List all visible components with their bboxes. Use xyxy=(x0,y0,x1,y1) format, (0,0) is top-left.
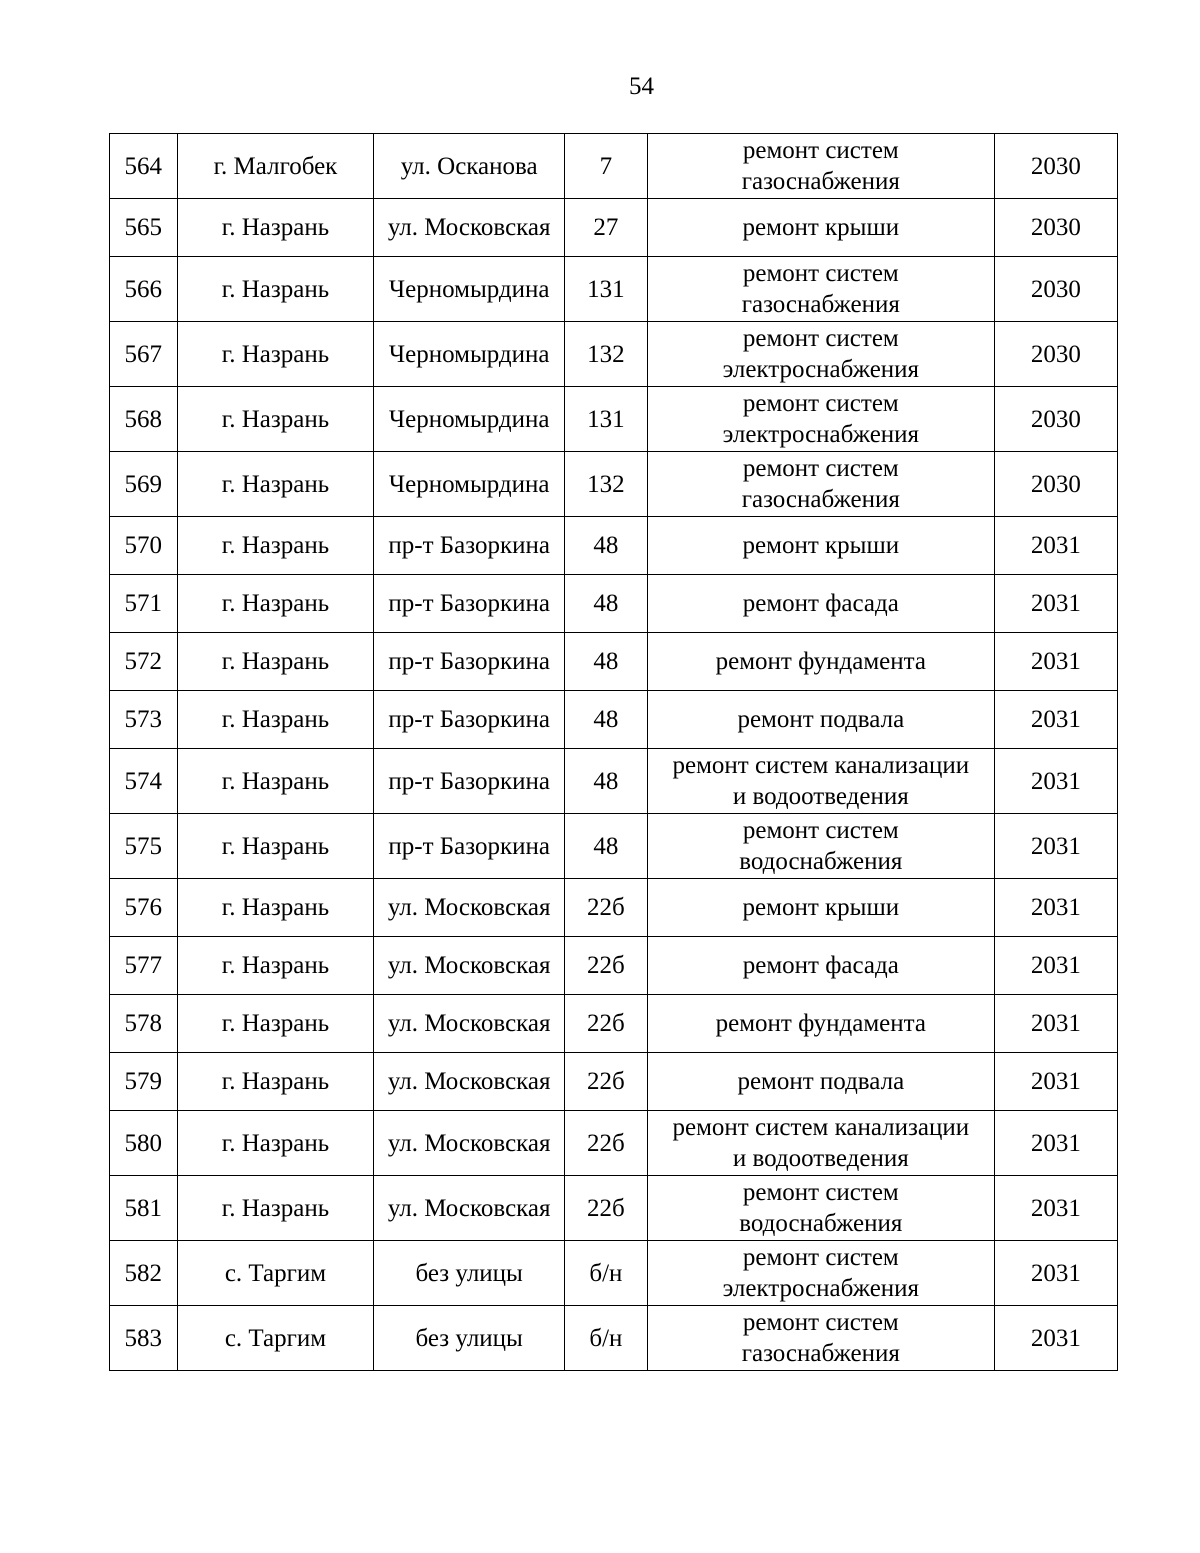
city-cell: г. Назрань xyxy=(177,1111,374,1176)
house-number-cell: 7 xyxy=(565,134,648,199)
street-cell: пр-т Базоркина xyxy=(374,691,565,749)
work-type-cell xyxy=(647,1306,994,1371)
row-number-cell: 565 xyxy=(110,199,178,257)
table-row xyxy=(110,1306,1118,1371)
year-cell: 2031 xyxy=(994,1053,1117,1111)
work-type-line: ремонт фундамента xyxy=(715,1010,926,1037)
year-cell: 2031 xyxy=(994,1176,1117,1241)
table-row xyxy=(110,1111,1118,1176)
house-number-cell: 48 xyxy=(565,814,648,879)
city-cell: г. Назрань xyxy=(177,633,374,691)
work-type-line: газоснабжения xyxy=(741,291,900,318)
work-type-line: электроснабжения xyxy=(722,356,920,383)
table-row xyxy=(110,1053,1118,1111)
work-type-line: ремонт фасада xyxy=(742,590,899,617)
house-number-cell: 132 xyxy=(565,452,648,517)
house-number-cell: 48 xyxy=(565,575,648,633)
row-number-cell: 583 xyxy=(110,1306,178,1371)
work-type-line: ремонт фасада xyxy=(742,952,899,979)
street-cell: Черномырдина xyxy=(374,387,565,452)
city-cell: г. Назрань xyxy=(177,257,374,322)
work-type-line: ремонт систем xyxy=(742,137,899,164)
row-number-cell: 571 xyxy=(110,575,178,633)
row-number-cell: 570 xyxy=(110,517,178,575)
house-number-cell: 22б xyxy=(565,995,648,1053)
city-cell: г. Назрань xyxy=(177,452,374,517)
street-cell: ул. Московская xyxy=(374,879,565,937)
table-row xyxy=(110,134,1118,199)
year-cell: 2030 xyxy=(994,452,1117,517)
city-cell: г. Назрань xyxy=(177,1053,374,1111)
work-type-cell xyxy=(647,814,994,879)
work-type-line: газоснабжения xyxy=(741,486,900,513)
street-cell: ул. Осканова xyxy=(374,134,565,199)
house-number-cell: 131 xyxy=(565,387,648,452)
work-type-line: ремонт систем xyxy=(742,817,899,844)
city-cell: г. Назрань xyxy=(177,387,374,452)
house-number-cell: 48 xyxy=(565,633,648,691)
house-number-cell: 48 xyxy=(565,749,648,814)
work-type-line: ремонт систем xyxy=(742,390,899,417)
city-cell: г. Назрань xyxy=(177,749,374,814)
table-row xyxy=(110,814,1118,879)
house-number-cell: 22б xyxy=(565,1111,648,1176)
house-number-cell: 131 xyxy=(565,257,648,322)
city-cell: г. Назрань xyxy=(177,575,374,633)
year-cell: 2031 xyxy=(994,937,1117,995)
work-type-line: газоснабжения xyxy=(741,1340,900,1367)
table-row xyxy=(110,257,1118,322)
table-row xyxy=(110,322,1118,387)
row-number-cell: 568 xyxy=(110,387,178,452)
city-cell: г. Назрань xyxy=(177,1176,374,1241)
row-number-cell: 580 xyxy=(110,1111,178,1176)
year-cell: 2031 xyxy=(994,517,1117,575)
house-number-cell: б/н xyxy=(565,1241,648,1306)
work-type-cell xyxy=(647,199,994,257)
table-row xyxy=(110,633,1118,691)
table-row xyxy=(110,1176,1118,1241)
year-cell: 2031 xyxy=(994,1111,1117,1176)
row-number-cell: 566 xyxy=(110,257,178,322)
year-cell: 2031 xyxy=(994,1306,1117,1371)
house-number-cell: 48 xyxy=(565,517,648,575)
work-type-cell xyxy=(647,134,994,199)
work-type-line: газоснабжения xyxy=(741,168,900,195)
row-number-cell: 567 xyxy=(110,322,178,387)
table-row xyxy=(110,575,1118,633)
city-cell: г. Назрань xyxy=(177,517,374,575)
work-type-cell xyxy=(647,387,994,452)
work-type-line: ремонт систем xyxy=(742,1244,899,1271)
work-type-cell xyxy=(647,1053,994,1111)
year-cell: 2030 xyxy=(994,257,1117,322)
year-cell: 2030 xyxy=(994,199,1117,257)
row-number-cell: 578 xyxy=(110,995,178,1053)
street-cell: пр-т Базоркина xyxy=(374,814,565,879)
row-number-cell: 579 xyxy=(110,1053,178,1111)
year-cell: 2031 xyxy=(994,575,1117,633)
work-type-line: ремонт крыши xyxy=(742,894,900,921)
work-type-line: ремонт систем канализации xyxy=(672,752,970,779)
work-type-cell xyxy=(647,257,994,322)
row-number-cell: 576 xyxy=(110,879,178,937)
house-number-cell: 27 xyxy=(565,199,648,257)
city-cell: г. Назрань xyxy=(177,691,374,749)
year-cell: 2031 xyxy=(994,814,1117,879)
city-cell: г. Назрань xyxy=(177,995,374,1053)
work-type-cell xyxy=(647,879,994,937)
work-type-line: ремонт фундамента xyxy=(715,648,926,675)
work-type-line: ремонт систем канализации xyxy=(672,1114,970,1141)
row-number-cell: 581 xyxy=(110,1176,178,1241)
street-cell: пр-т Базоркина xyxy=(374,517,565,575)
city-cell: г. Назрань xyxy=(177,814,374,879)
street-cell: пр-т Базоркина xyxy=(374,749,565,814)
year-cell: 2031 xyxy=(994,879,1117,937)
house-number-cell: 22б xyxy=(565,1176,648,1241)
year-cell: 2030 xyxy=(994,387,1117,452)
street-cell: ул. Московская xyxy=(374,1176,565,1241)
city-cell: г. Назрань xyxy=(177,937,374,995)
street-cell: без улицы xyxy=(374,1306,565,1371)
work-type-cell xyxy=(647,1176,994,1241)
work-type-line: ремонт систем xyxy=(742,1179,899,1206)
work-type-line: и водоотведения xyxy=(732,1145,909,1172)
row-number-cell: 582 xyxy=(110,1241,178,1306)
work-type-cell xyxy=(647,1241,994,1306)
table-row xyxy=(110,517,1118,575)
work-type-line: ремонт систем xyxy=(742,260,899,287)
street-cell: ул. Московская xyxy=(374,1053,565,1111)
work-type-line: электроснабжения xyxy=(722,1275,920,1302)
house-number-cell: 22б xyxy=(565,879,648,937)
street-cell: ул. Московская xyxy=(374,1111,565,1176)
work-type-cell xyxy=(647,575,994,633)
work-type-line: ремонт крыши xyxy=(742,214,900,241)
table-row xyxy=(110,387,1118,452)
row-number-cell: 572 xyxy=(110,633,178,691)
street-cell: Черномырдина xyxy=(374,452,565,517)
year-cell: 2031 xyxy=(994,691,1117,749)
city-cell: г. Назрань xyxy=(177,322,374,387)
year-cell: 2030 xyxy=(994,134,1117,199)
work-type-line: водоснабжения xyxy=(739,848,903,875)
work-type-cell xyxy=(647,995,994,1053)
work-type-cell xyxy=(647,1111,994,1176)
house-number-cell: 22б xyxy=(565,937,648,995)
year-cell: 2030 xyxy=(994,322,1117,387)
work-type-line: ремонт систем xyxy=(742,1309,899,1336)
street-cell: пр-т Базоркина xyxy=(374,633,565,691)
row-number-cell: 574 xyxy=(110,749,178,814)
street-cell: ул. Московская xyxy=(374,995,565,1053)
work-type-line: электроснабжения xyxy=(722,421,920,448)
work-type-line: ремонт систем xyxy=(742,455,899,482)
city-cell: с. Таргим xyxy=(177,1241,374,1306)
table-row xyxy=(110,199,1118,257)
work-type-line: и водоотведения xyxy=(732,783,909,810)
street-cell: Черномырдина xyxy=(374,257,565,322)
street-cell: Черномырдина xyxy=(374,322,565,387)
work-type-cell xyxy=(647,322,994,387)
year-cell: 2031 xyxy=(994,995,1117,1053)
table-row xyxy=(110,452,1118,517)
city-cell: г. Малгобек xyxy=(177,134,374,199)
work-type-cell xyxy=(647,749,994,814)
house-number-cell: 22б xyxy=(565,1053,648,1111)
street-cell: ул. Московская xyxy=(374,199,565,257)
work-type-cell xyxy=(647,517,994,575)
house-number-cell: б/н xyxy=(565,1306,648,1371)
repair-schedule-table xyxy=(109,133,1118,1371)
street-cell: без улицы xyxy=(374,1241,565,1306)
city-cell: г. Назрань xyxy=(177,879,374,937)
house-number-cell: 48 xyxy=(565,691,648,749)
work-type-line: ремонт подвала xyxy=(737,1068,905,1095)
table-row xyxy=(110,691,1118,749)
street-cell: ул. Московская xyxy=(374,937,565,995)
table-row xyxy=(110,937,1118,995)
year-cell: 2031 xyxy=(994,1241,1117,1306)
page-number: 54 xyxy=(629,73,654,100)
table-row xyxy=(110,995,1118,1053)
row-number-cell: 564 xyxy=(110,134,178,199)
work-type-cell xyxy=(647,452,994,517)
work-type-cell xyxy=(647,937,994,995)
work-type-line: водоснабжения xyxy=(739,1210,903,1237)
work-type-cell xyxy=(647,633,994,691)
row-number-cell: 575 xyxy=(110,814,178,879)
table-body xyxy=(110,134,1118,1371)
house-number-cell: 132 xyxy=(565,322,648,387)
row-number-cell: 573 xyxy=(110,691,178,749)
city-cell: с. Таргим xyxy=(177,1306,374,1371)
street-cell: пр-т Базоркина xyxy=(374,575,565,633)
table-row xyxy=(110,879,1118,937)
work-type-line: ремонт систем xyxy=(742,325,899,352)
city-cell: г. Назрань xyxy=(177,199,374,257)
work-type-cell xyxy=(647,691,994,749)
table-row xyxy=(110,1241,1118,1306)
work-type-line: ремонт подвала xyxy=(737,706,905,733)
table-row xyxy=(110,749,1118,814)
row-number-cell: 569 xyxy=(110,452,178,517)
year-cell: 2031 xyxy=(994,749,1117,814)
work-type-line: ремонт крыши xyxy=(742,532,900,559)
year-cell: 2031 xyxy=(994,633,1117,691)
row-number-cell: 577 xyxy=(110,937,178,995)
